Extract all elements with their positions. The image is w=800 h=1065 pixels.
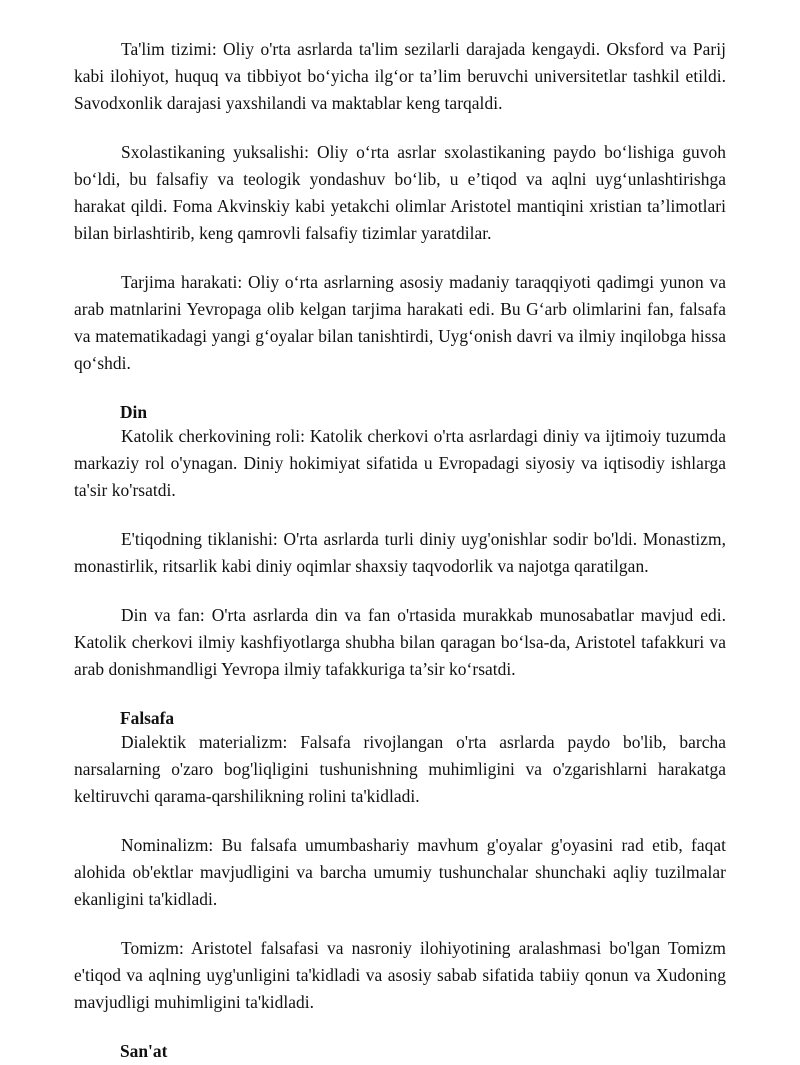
paragraph-tarjima-harakati: Tarjima harakati: Oliy o‘rta asrlarning asosiy madaniy taraqqiyoti qadimgi yunon va arab matnlarini Yevropaga olib kelgan tarjima harakati edi. Bu G‘arb olimlarini fan, falsafa va matematikadagi yangi g‘oyalar bilan tanishtirdi, Uyg‘onish davri va ilmiy inqilobga hissa qo‘shdi. (74, 272, 726, 373)
paragraph-dialektik-materializm: Dialektik materializm: Falsafa rivojlangan o'rta asrlarda paydo bo'lib, barcha narsalarning o'zaro bog'liqligini tushunishning muhimligini va o'zgarishlarni harakatga keltiruvchi qarama-qarshilikning rolini ta'kidladi. (74, 732, 726, 806)
paragraph-nominalizm: Nominalizm: Bu falsafa umumbashariy mavhum g'oyalar g'oyasini rad etib, faqat alohida ob'ektlar mavjudligini va barcha umumiy tushunchalar shunchaki aqliy tuzilmalar ekanligini ta'kidladi. (74, 835, 726, 909)
section-title-sanat: San'at (120, 1041, 168, 1061)
paragraph-katolik-cherkovi: Katolik cherkovining roli: Katolik cherkovi o'rta asrlardagi diniy va ijtimoiy tuzumda markaziy rol o'ynagan. Diniy hokimiyat sifatida u Evropadagi siyosiy va iqtisodiy ishlarga ta'sir ko'rsatdi. (74, 426, 726, 500)
paragraph-talim-tizimi: Ta'lim tizimi: Oliy o'rta asrlarda ta'lim sezilarli darajada kengaydi. Oksford va Parij kabi ilohiyot, huquq va tibbiyot bo‘yicha ilg‘or ta’lim beruvchi universitetlar tashkil etildi. Savodxonlik darajasi yaxshilandi va maktablar keng tarqaldi. (74, 39, 726, 113)
paragraph-sxolastika: Sxolastikaning yuksalishi: Oliy o‘rta asrlar sxolastikaning paydo bo‘lishiga guvoh bo‘ldi, bu falsafiy va teologik yondashuv bo‘lib, u e’tiqod va aqlni uyg‘unlashtirishga harakat qildi. Foma Akvinskiy kabi yetakchi olimlar Aristotel mantiqini xristian ta’limotlari bilan birlashtirib, keng qamrovli falsafiy tizimlar yaratdilar. (74, 142, 726, 243)
paragraph-etiqod-tiklanishi: E'tiqodning tiklanishi: O'rta asrlarda turli diniy uyg'onishlar sodir bo'ldi. Monastizm, monastirlik, ritsarlik kabi diniy oqimlar shaxsiy taqvodorlik va najotga qaratilgan. (74, 529, 726, 576)
section-title-din: Din (120, 402, 148, 422)
section-title-falsafa: Falsafa (120, 708, 175, 728)
paragraph-tomizm: Tomizm: Aristotel falsafasi va nasroniy ilohiyotining aralashmasi bo'lgan Tomizm e'tiqod va aqlning uyg'unligini ta'kidladi va asosiy sabab sifatida tabiiy qonun va Xudoning mavjudligi muhimligini ta'kidladi. (74, 938, 726, 1012)
document-page (74, 36, 726, 1065)
paragraph-din-va-fan: Din va fan: O'rta asrlarda din va fan o'rtasida murakkab munosabatlar mavjud edi. Katolik cherkovi ilmiy kashfiyotlarga shubha bilan qaragan bo‘lsa-da, Aristotel tafakkuri va arab donishmandligi Yevropa ilmiy tafakkuriga ta’sir ko‘rsatdi. (74, 605, 726, 679)
